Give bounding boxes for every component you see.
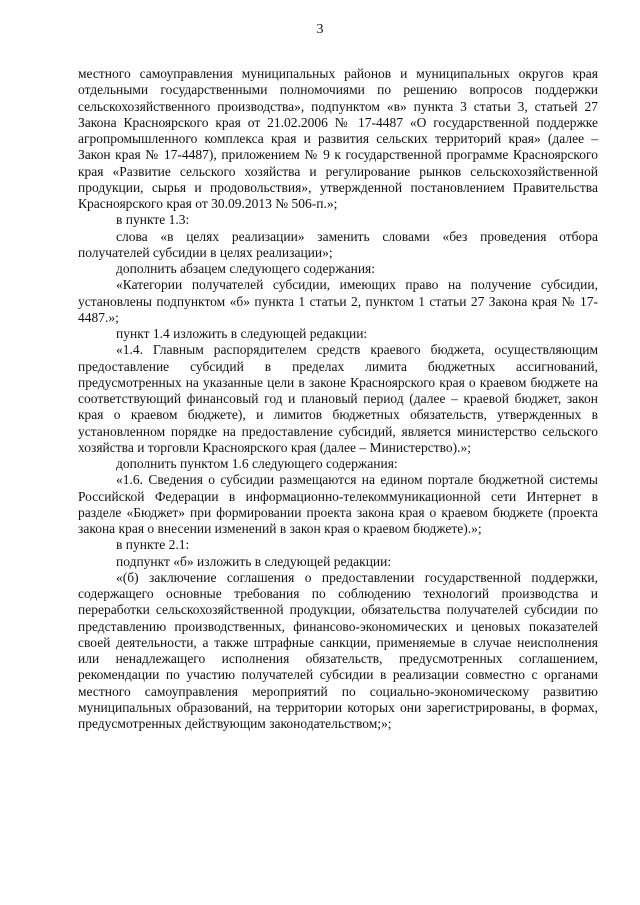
paragraph-12: «(б) заключение соглашения о предоставлении государственной поддержки, содержащего основные требования по соблюдению технологий производства и переработки сельскохозяйственной продукции, обязательства получателей субсидии по представлению производственных, финансово-экономических и ценовых показателей своей деятельности, а также штрафные санкции, применяемые в случае неисполнения или ненадлежащего исполнения обязательств, предусмотренных соглашением, рекомендации по участию получателей субсидии в реализации совместно с органами местного самоуправления мероприятий по социально-экономическому развитию муниципальных образований, на территории которых они зарегистрированы, в формах, предусмотренных действующим законодательством;»; — [78, 569, 598, 731]
paragraph-1: местного самоуправления муниципальных районов и муниципальных округов края отдельными государственными полномочиями по решению вопросов поддержки сельскохозяйственного производства», подпунктом «в» пункта 3 статьи 3, статьей 27 Закона Красноярского края от 21.02.2006 № 17-4487 «О государственной поддержке агропромышленного комплекса края и развития сельских территорий края» (далее – Закон края № 17-4487), приложением № 9 к государственной программе Красноярского края «Развитие сельского хозяйства и регулирование рынков сельскохозяйственной продукции, сырья и продовольствия», утвержденной постановлением Правительства Красноярского края от 30.09.2013 № 506-п.»; — [78, 66, 598, 211]
paragraph-8: дополнить пунктом 1.6 следующего содержания: — [116, 456, 398, 471]
paragraph-9: «1.6. Сведения о субсидии размещаются на едином портале бюджетной системы Российской Федерации в информационно-телекоммуникационной сети Интернет в разделе «Бюджет» при формировании проекта закона края о краевом бюджете (проекта закона края о внесении изменений в закон края о краевом бюджете).»; — [78, 472, 598, 536]
paragraph-2: в пункте 1.3: — [116, 212, 190, 228]
document-body — [78, 66, 598, 732]
paragraph-10: в пункте 2.1: — [116, 537, 190, 553]
page-number: 3 — [316, 22, 324, 37]
paragraph-6: пункт 1.4 изложить в следующей редакции: — [116, 326, 368, 341]
paragraph-3: слова «в целях реализации» заменить словами «без проведения отбора получателей субсидии в целях реализации»; — [78, 228, 598, 260]
paragraph-4: дополнить абзацем следующего содержания: — [116, 261, 376, 276]
paragraph-7: «1.4. Главным распорядителем средств краевого бюджета, осуществляющим предоставление субсидий в пределах лимита бюджетных ассигнований, предусмотренных на указанные цели в законе Красноярского края о краевом бюджете на соответствующий финансовый год и плановый период (далее – краевой бюджет, закон края о краевом бюджете), и лимитов бюджетных обязательств, утвержденных в установленном порядке на предоставление субсидий, является министерство сельского хозяйства и торговли Красноярского края (далее – Министерство).»; — [78, 342, 598, 455]
paragraph-11: подпункт «б» изложить в следующей редакции: — [116, 553, 392, 569]
paragraph-5: «Категории получателей субсидии, имеющих право на получение субсидии, установлены подпунктом «б» пункта 1 статьи 2, пунктом 1 статьи 27 Закона края № 17-4487.»; — [78, 277, 598, 325]
